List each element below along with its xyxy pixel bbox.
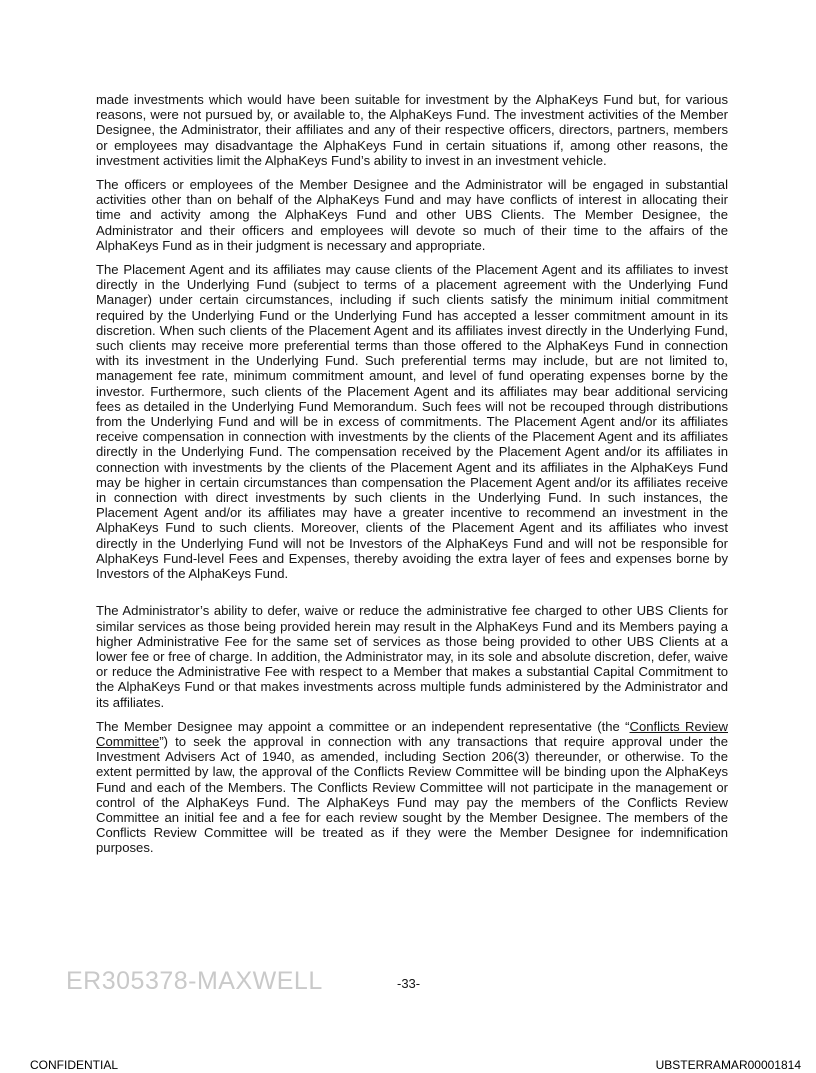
paragraph-officers-employees: The officers or employees of the Member Designee and the Administrator will be engaged in substantial activities other than on behalf of the AlphaKeys Fund and may have conflicts of interest in allocating their time and activity among the AlphaKeys Fund and other UBS Clients. The Member Designee, the Administrator and their officers and employees will devote so much of their time to the affairs of the AlphaKeys Fund as in their judgment is necessary and appropriate. [96,177,728,253]
paragraph-placement-agent: The Placement Agent and its affiliates may cause clients of the Placement Agent and its affiliates to invest directly in the Underlying Fund (subject to terms of a placement agreement with the Underlying Fund Manager) under certain circumstances, including if such clients satisfy the minimum initial commitment required by the Underlying Fund or the Underlying Fund has accepted a lesser commitment amount in its discretion. When such clients of the Placement Agent and its affiliates invest directly in the Underlying Fund, such clients may receive more preferential terms than those offered to the AlphaKeys Fund in connection with its investment in the Underlying Fund. Such preferential terms may include, but are not limited to, management fee rate, minimum commitment amount, and level of fund operating expenses borne by the investor. Furthermore, such clients of the Placement Agent and its affiliates may bear additional servicing fees as detailed in the Underlying Fund Memorandum. Such fees will not be recouped through distributions from the Underlying Fund and will be in excess of commitments. The Placement Agent and/or its affiliates receive compensation in connection with investments by the clients of the Placement Agent and its affiliates directly in the Underlying Fund. The compensation received by the Placement Agent and/or its affiliates in connection with investments by the clients of the Placement Agent and its affiliates in the AlphaKeys Fund may be higher in certain circumstances than compensation the Placement Agent and/or its affiliates receive in connection with direct investments by such clients in the Underlying Fund. In such instances, the Placement Agent and/or its affiliates may have a greater incentive to recommend an investment in the AlphaKeys Fund to such clients. Moreover, clients of the Placement Agent and its affiliates who invest directly in the Underlying Fund will not be Investors of the AlphaKeys Fund and will not be responsible for AlphaKeys Fund-level Fees and Expenses, thereby avoiding the extra layer of fees and expenses borne by Investors of the AlphaKeys Fund. [96,262,728,582]
conflicts-text-start: The Member Designee may appoint a committee or an independent representative (the “ [96,718,630,734]
page-number: -33- [397,976,421,991]
paragraph-investment-activities: made investments which would have been suitable for investment by the AlphaKeys Fund but, for various reasons, were not pursued by, or available to, the AlphaKeys Fund. The investment activities of the Member Designee, the Administrator, their affiliates and any of their respective officers, directors, partners, members or employees may disadvantage the AlphaKeys Fund in certain situations if, among other reasons, the investment activities limit the AlphaKeys Fund’s ability to invest in an investment vehicle. [96,92,728,168]
document-body [96,92,728,865]
bates-number: UBSTERRAMAR00001814 [655,1058,801,1072]
bates-watermark: ER305378-MAXWELL [66,967,323,995]
confidential-label: CONFIDENTIAL [30,1058,119,1072]
conflicts-text-end: ”) to seek the approval in connection with any transactions that require approval under the Investment Advisers Act of 1940, as amended, including Section 206(3) thereunder, or otherwise. To the extent permitted by law, the approval of the Conflicts Review Committee will be binding upon the AlphaKeys Fund and each of the Members. The Conflicts Review Committee will not participate in the management or control of the AlphaKeys Fund. The AlphaKeys Fund may pay the members of the Conflicts Review Committee an initial fee and a fee for each review sought by the Member Designee. The members of the Conflicts Review Committee will be treated as if they were the Member Designee for indemnification purposes. [96,733,728,856]
paragraph-administrator-fee: The Administrator’s ability to defer, waive or reduce the administrative fee charged to other UBS Clients for similar services as those being provided herein may result in the AlphaKeys Fund and its Members paying a higher Administrative Fee for the same set of services as those being provided to other UBS Clients at a lower fee or free of charge. In addition, the Administrator may, in its sole and absolute discretion, defer, waive or reduce the Administrative Fee with respect to a Member that makes a substantial Capital Commitment to the AlphaKeys Fund or that makes investments across multiple funds administered by the Administrator and its affiliates. [96,603,728,710]
defined-term-conflicts-review-committee: Conflicts Review Committee [96,718,728,749]
paragraph-conflicts-review [96,719,728,856]
